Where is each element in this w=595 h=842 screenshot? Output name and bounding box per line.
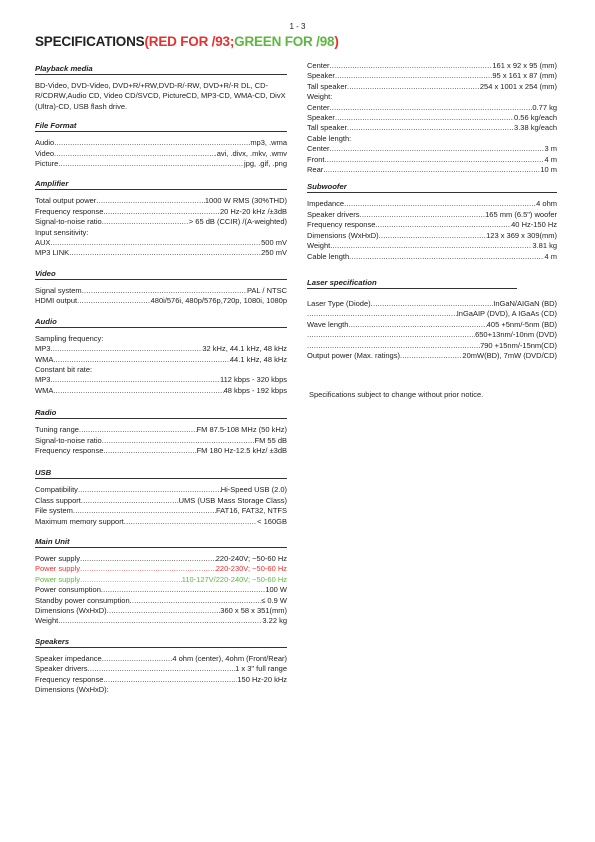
- subheading: Constant bit rate:: [35, 364, 93, 374]
- spec-row: [35, 386, 287, 396]
- spec-label: Frequency response: [35, 674, 104, 684]
- spec-label: Speaker drivers: [307, 209, 360, 219]
- section-heading: USB: [35, 468, 287, 479]
- spec-row: [35, 196, 287, 206]
- page-title: [35, 34, 339, 49]
- dot-leader: [80, 564, 216, 574]
- spec-value: 123 x 369 x 309(mm): [486, 230, 557, 240]
- spec-row: [35, 207, 287, 217]
- dot-leader: [330, 144, 545, 154]
- dot-leader: [347, 123, 514, 133]
- title-red-part: RED FOR /93: [148, 34, 230, 49]
- spec-row: [35, 159, 287, 169]
- spec-label: Rear: [307, 165, 324, 175]
- spec-row: [35, 248, 287, 258]
- dot-leader: [102, 654, 173, 664]
- dot-leader: [82, 286, 247, 296]
- spec-value: 360 x 58 x 351(mm): [220, 606, 287, 615]
- dot-leader: [130, 596, 262, 606]
- dot-leader: [330, 241, 532, 251]
- dot-leader: [80, 575, 182, 585]
- spec-value: 32 kHz, 44.1 kHz, 48 kHz: [202, 344, 287, 354]
- spec-label: HDMI output: [35, 296, 78, 306]
- spec-label: Tuning range: [35, 425, 79, 435]
- spec-label: Dimensions (WxHxD): [307, 230, 379, 240]
- dot-leader: [348, 320, 486, 330]
- section-heading: Main Unit: [35, 537, 287, 548]
- spec-value: 10 m: [540, 165, 557, 175]
- spec-label: Weight: [35, 616, 59, 626]
- subheading: Input sensitivity:: [35, 227, 89, 237]
- spec-label: Wave length: [307, 319, 349, 329]
- dot-leader: [400, 351, 462, 361]
- spec-row: [307, 113, 557, 123]
- spec-row: [35, 296, 287, 306]
- spec-value: InGaN/AIGaN (BD): [493, 298, 557, 308]
- section-speakers-continued: [307, 61, 557, 175]
- section-heading: Audio: [35, 317, 287, 328]
- spec-value: 3.38 kg/each: [514, 123, 557, 133]
- dot-leader: [107, 606, 221, 616]
- spec-label: Signal system: [35, 285, 82, 295]
- spec-row: [307, 231, 557, 241]
- spec-value: 0.77 kg: [532, 102, 557, 112]
- spec-row: [35, 286, 287, 296]
- title-open-paren: (: [144, 34, 149, 49]
- dot-leader: [50, 344, 202, 354]
- spec-label: WMA: [35, 385, 54, 395]
- spec-row: [35, 616, 287, 626]
- spec-value: 220-230V; ~50-60 Hz: [215, 564, 287, 574]
- spec-row: [307, 71, 557, 81]
- spec-label: Center: [307, 61, 330, 70]
- disclaimer-note: Specifications subject to change without prior notice.: [309, 390, 484, 400]
- dot-leader: [307, 330, 475, 340]
- subheading: Sampling frequency:: [35, 333, 104, 343]
- spec-label: Speaker: [307, 113, 335, 123]
- spec-value: 790 +15nm/-15nm(CD): [480, 340, 557, 350]
- spec-label: Speaker drivers: [35, 664, 88, 674]
- dot-leader: [103, 446, 196, 456]
- page-number: 1 - 3: [289, 22, 306, 31]
- spec-value: .avi, .divx, .mkv, .wmv: [214, 148, 287, 158]
- section-amplifier: [35, 179, 287, 258]
- spec-value: 500 mV: [261, 238, 287, 248]
- spec-value: 480i/576i, 480p/576p,720p, 1080i, 1080p: [150, 296, 287, 306]
- spec-value: 20mW(BD), 7mW (DVD/CD): [462, 350, 557, 360]
- spec-value: jpg, .gif, .png: [244, 159, 287, 169]
- spec-row: [35, 436, 287, 446]
- spec-label: Audio: [35, 138, 55, 148]
- spec-label: Laser Type (Diode): [307, 298, 371, 308]
- spec-label: Impedance: [307, 199, 345, 209]
- spec-row: [35, 585, 287, 595]
- dot-leader: [53, 386, 223, 396]
- section-heading: Video: [35, 269, 287, 280]
- spec-label: Frequency response: [35, 206, 104, 216]
- dot-leader: [96, 196, 205, 206]
- spec-row: [307, 220, 557, 230]
- dot-leader: [103, 207, 220, 217]
- spec-label: Video: [35, 148, 55, 158]
- dot-leader: [349, 252, 544, 262]
- spec-value: 250 mV: [261, 248, 287, 258]
- spec-value: 110-127V/220-240V; ~50-60 Hz: [181, 574, 287, 584]
- spec-row: [307, 144, 557, 154]
- section-speakers: [35, 637, 287, 696]
- dot-leader: [80, 554, 216, 564]
- spec-row: [35, 517, 287, 527]
- spec-row: [35, 355, 287, 365]
- title-main: SPECIFICATIONS: [35, 34, 145, 49]
- spec-label: Speaker impedance: [35, 653, 102, 663]
- spec-value: < 160GB: [257, 516, 287, 526]
- section-heading: Laser specification: [307, 278, 517, 289]
- spec-value: FM 180 Hz-12.5 kHz/ ±3dB: [196, 445, 287, 455]
- spec-label: Signal-to-noise ratio: [35, 217, 102, 227]
- spec-label: Tall speaker: [307, 123, 348, 133]
- spec-label: MP3: [35, 375, 51, 385]
- spec-row: [35, 675, 287, 685]
- spec-row: [35, 496, 287, 506]
- spec-value: 4 ohm: [536, 199, 557, 209]
- spec-value: 48 kbps - 192 kbps: [223, 385, 287, 395]
- spec-label: Picture: [35, 159, 59, 169]
- spec-value: 405 +5nm/-5nm (BD): [486, 319, 557, 329]
- spec-label: Class support: [35, 495, 81, 505]
- spec-label: Frequency response: [307, 220, 376, 230]
- spec-row: [307, 210, 557, 220]
- spec-row: [307, 309, 557, 319]
- dot-leader: [330, 61, 493, 71]
- spec-value: InGaAIP (DVD), A IGaAs (CD): [456, 309, 557, 319]
- spec-label: Center: [307, 102, 330, 112]
- spec-value: PAL / NTSC: [246, 285, 287, 295]
- spec-label: Power supply: [35, 574, 81, 584]
- spec-label: Standby power consumption: [35, 595, 130, 605]
- spec-value: 3.81 kg: [532, 241, 557, 251]
- spec-row: [35, 375, 287, 385]
- section-audio: [35, 317, 287, 396]
- section-subwoofer: [307, 182, 557, 261]
- section-heading: Speakers: [35, 637, 287, 648]
- dot-leader: [88, 664, 236, 674]
- dot-leader: [371, 299, 494, 309]
- spec-row: [307, 341, 557, 351]
- playback-media-text: BD-Video, DVD-Video, DVD+R/+RW,DVD-R/-RW, DVD+R/-R DL, CD-R/CDRW,Audio CD, Video CD/SVCD, PictureCD, MP3-CD, WMA-CD, DivX (Ultra)-CD, USB flash drive.: [35, 81, 286, 111]
- spec-row: [35, 506, 287, 516]
- spec-value: 254 x 1001 x 254 (mm): [479, 81, 557, 91]
- section-heading: Playback media: [35, 64, 287, 75]
- section-radio: [35, 408, 287, 456]
- spec-label: Cable length: [307, 251, 350, 261]
- section-laser: [307, 278, 557, 361]
- spec-row: [307, 61, 557, 71]
- spec-label: Center: [307, 144, 330, 154]
- spec-row: [35, 138, 287, 148]
- dot-leader: [54, 149, 215, 159]
- spec-row: [307, 123, 557, 133]
- spec-label: Frequency response: [35, 445, 104, 455]
- right-column: [307, 61, 557, 400]
- dot-leader: [347, 82, 480, 92]
- spec-label: WMA: [35, 354, 54, 364]
- spec-label: Output power (Max. ratings): [307, 350, 400, 360]
- dot-leader: [53, 355, 230, 365]
- spec-label: Power consumption: [35, 585, 101, 595]
- spec-label: MP3: [35, 344, 51, 354]
- spec-value: 3.22 kg: [262, 616, 287, 626]
- spec-row: [307, 351, 557, 361]
- spec-row: [307, 241, 557, 251]
- spec-label: Power supply: [35, 564, 81, 574]
- dot-leader: [78, 485, 221, 495]
- spec-label: Weight: [307, 241, 331, 251]
- spec-label: AUX: [35, 238, 51, 248]
- subheading: Weight:: [307, 92, 333, 102]
- spec-value: ≤ 0.9 W: [261, 595, 287, 605]
- spec-row: [35, 575, 287, 585]
- dot-leader: [77, 296, 151, 306]
- spec-row: [35, 217, 287, 227]
- spec-value: 4 m: [544, 251, 557, 261]
- spec-value: Hi-Speed USB (2.0): [220, 485, 287, 495]
- spec-value: 112 kbps - 320 kbps: [220, 375, 287, 385]
- dot-leader: [69, 248, 261, 258]
- spec-value: UMS (USB Mass Storage Class): [178, 495, 287, 505]
- dot-leader: [307, 309, 457, 319]
- spec-value: 650+13nm/-10nm (DVD): [475, 330, 557, 340]
- spec-row: [307, 252, 557, 262]
- spec-label: Tall speaker: [307, 81, 348, 91]
- spec-value: 95 x 161 x 87 (mm): [492, 71, 557, 81]
- dot-leader: [360, 210, 486, 220]
- spec-value: 4 ohm (center), 4ohm (Front/Rear): [172, 653, 287, 663]
- spec-value: 40 Hz-150 Hz: [511, 220, 557, 230]
- spec-value: 100 W: [265, 585, 287, 595]
- dot-leader: [375, 220, 511, 230]
- spec-value: 161 x 92 x 95 (mm): [492, 61, 557, 70]
- spec-label: Power supply: [35, 553, 81, 563]
- dot-leader: [335, 71, 492, 81]
- title-green-part: GREEN FOR /98: [234, 34, 335, 49]
- spec-row: [35, 664, 287, 674]
- spec-label: Maximum memory support: [35, 516, 124, 526]
- spec-row: [35, 554, 287, 564]
- spec-row: [307, 320, 557, 330]
- spec-value: mp3, .wma: [250, 138, 287, 148]
- subheading: Dimensions (WxHxD):: [35, 685, 109, 695]
- spec-value: 1 x 3" full range: [235, 664, 287, 674]
- spec-label: File system: [35, 506, 73, 516]
- spec-row: [35, 654, 287, 664]
- spec-value: FAT16, FAT32, NTFS: [216, 506, 287, 516]
- spec-row: [35, 596, 287, 606]
- dot-leader: [325, 155, 545, 165]
- section-heading: Subwoofer: [307, 182, 557, 193]
- title-close-paren: ): [334, 34, 339, 49]
- spec-value: 220-240V; ~50-60 Hz: [215, 553, 287, 563]
- left-column: [35, 64, 287, 695]
- spec-value: FM 87.5-108 MHz (50 kHz): [196, 425, 287, 435]
- spec-value: > 65 dB (CCIR) /(A-weighted): [188, 217, 287, 227]
- spec-row: [307, 82, 557, 92]
- spec-row: [35, 344, 287, 354]
- section-video: [35, 269, 287, 307]
- spec-row: [35, 425, 287, 435]
- dot-leader: [379, 231, 486, 241]
- spec-value: 1000 W RMS (30%THD): [204, 196, 287, 206]
- dot-leader: [79, 425, 197, 435]
- spec-row: [35, 446, 287, 456]
- dot-leader: [323, 165, 540, 175]
- spec-label: Speaker: [307, 71, 335, 81]
- spec-label: Total output power: [35, 196, 97, 206]
- spec-row: [35, 606, 287, 616]
- dot-leader: [50, 375, 220, 385]
- spec-row: [307, 330, 557, 340]
- dot-leader: [124, 517, 257, 527]
- spec-value: 20 Hz-20 kHz /±3dB: [219, 206, 287, 216]
- spec-label: Front: [307, 154, 325, 164]
- spec-label: Compatibility: [35, 485, 78, 495]
- spec-row: [307, 299, 557, 309]
- dot-leader: [103, 675, 237, 685]
- spec-row: [307, 165, 557, 175]
- spec-row: [35, 485, 287, 495]
- section-heading: Radio: [35, 408, 287, 419]
- spec-value: 150 Hz-20 kHz: [237, 674, 287, 684]
- spec-value: 0.56 kg/each: [514, 113, 557, 123]
- dot-leader: [50, 238, 261, 248]
- dot-leader: [81, 496, 179, 506]
- spec-label: Signal-to-noise ratio: [35, 435, 102, 445]
- dot-leader: [344, 199, 536, 209]
- spec-row: [35, 564, 287, 574]
- spec-value: FM 55 dB: [254, 435, 287, 445]
- dot-leader: [101, 585, 265, 595]
- section-file-format: [35, 121, 287, 169]
- spec-row: [307, 155, 557, 165]
- section-heading: File Format: [35, 121, 287, 132]
- section-usb: [35, 468, 287, 527]
- dot-leader: [58, 616, 262, 626]
- section-heading: Amplifier: [35, 179, 287, 190]
- spec-value: 165 mm (6.5") woofer: [485, 209, 557, 219]
- spec-label: Dimensions (WxHxD): [35, 606, 107, 615]
- dot-leader: [335, 113, 514, 123]
- dot-leader: [330, 103, 533, 113]
- title-separator: ;: [229, 34, 235, 49]
- section-main-unit: [35, 537, 287, 627]
- spec-row: [307, 199, 557, 209]
- dot-leader: [102, 436, 255, 446]
- spec-value: 4 m: [544, 154, 557, 164]
- dot-leader: [58, 159, 244, 169]
- spec-label: MP3 LINK: [35, 248, 70, 258]
- spec-row: [307, 103, 557, 113]
- dot-leader: [307, 341, 480, 351]
- dot-leader: [102, 217, 189, 227]
- spec-value: 3 m: [544, 144, 557, 154]
- spec-row: [35, 238, 287, 248]
- dot-leader: [54, 138, 250, 148]
- dot-leader: [73, 506, 216, 516]
- spec-row: [35, 149, 287, 159]
- subheading: Cable length:: [307, 133, 352, 143]
- section-playback-media: [35, 64, 287, 112]
- spec-value: 44.1 kHz, 48 kHz: [229, 354, 287, 364]
